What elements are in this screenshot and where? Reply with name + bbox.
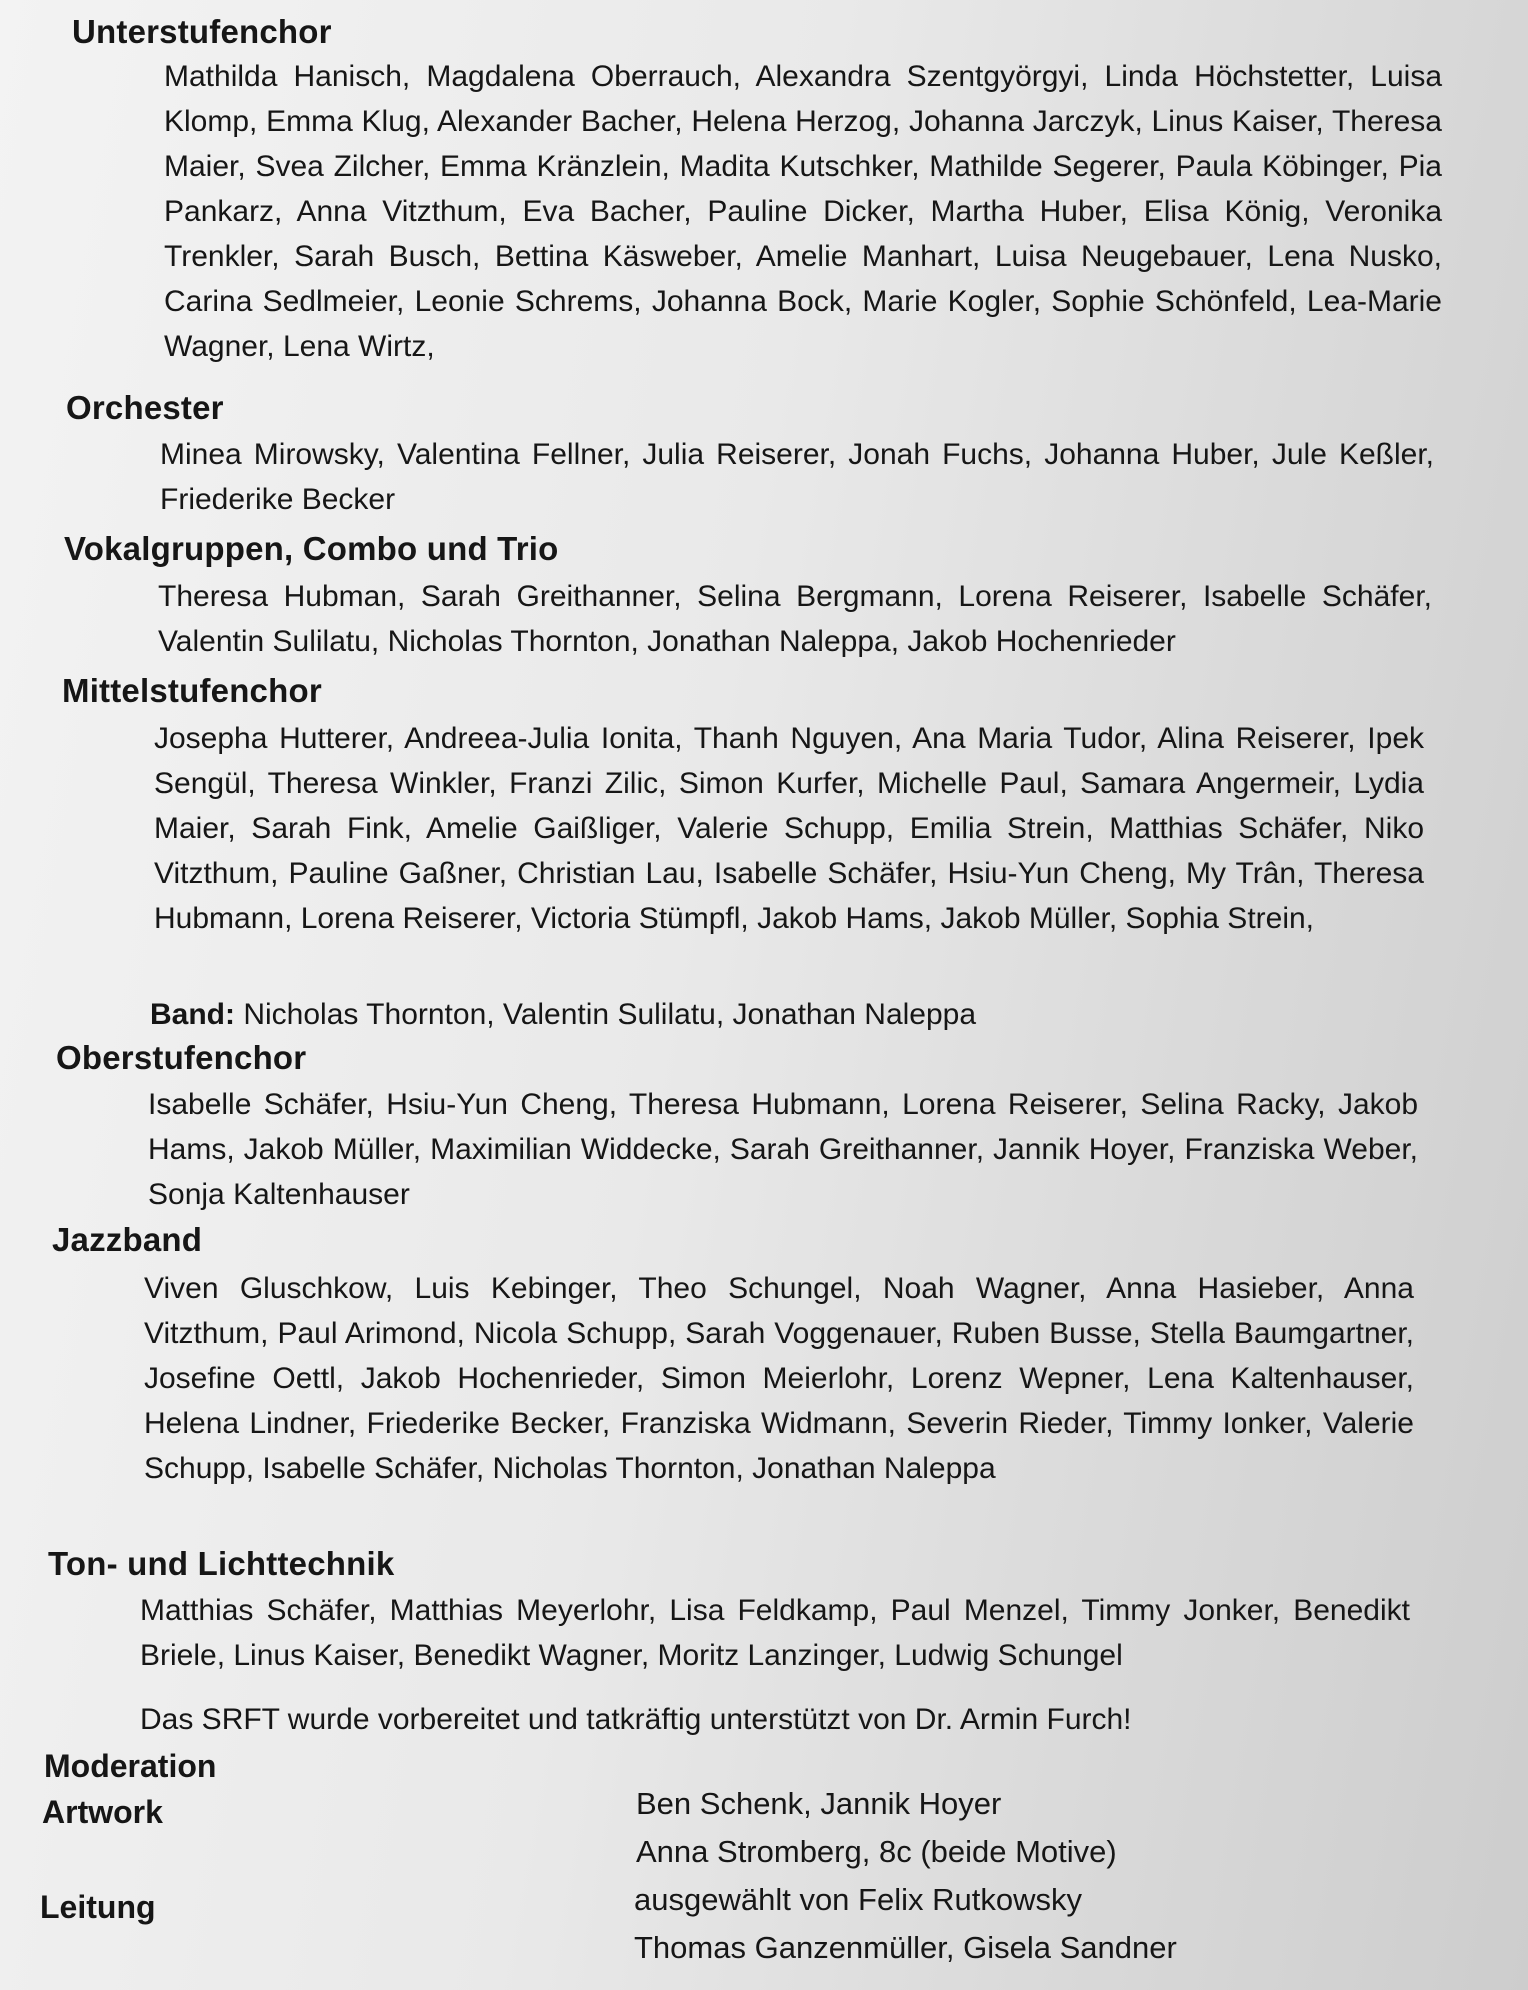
- section-names-jazzband: Viven Gluschkow, Luis Kebinger, Theo Schungel, Noah Wagner, Anna Hasieber, Anna Vitzthum, Paul Arimond, Nicola Schupp, Sarah Voggenauer, Ruben Busse, Stella Baumgartner, Josefine Oettl, Jakob Hochenrieder, Simon Meierlohr, Lorenz Wepner, Lena Kaltenhauser, Helena Lindner, Friederike Becker, Franziska Widmann, Severin Rieder, Timmy Ionker, Valerie Schupp, Isabelle Schäfer, Nicholas Thornton, Jonathan Naleppa: [144, 1272, 1414, 1485]
- band-names: Nicholas Thornton, Valentin Sulilatu, Jonathan Naleppa: [243, 998, 977, 1031]
- section-names-vokalgruppen: Theresa Hubman, Sarah Greithanner, Selina Bergmann, Lorena Reiserer, Isabelle Schäfer, Valentin Sulilatu, Nicholas Thornton, Jonathan Naleppa, Jakob Hochenrieder: [158, 580, 1432, 658]
- credit-label-artwork: Artwork: [42, 1794, 163, 1830]
- band-label: Band:: [150, 998, 235, 1031]
- support-note: Das SRFT wurde vorbereitet und tatkräftig unterstützt von Dr. Armin Furch!: [140, 1703, 1132, 1736]
- section-heading-vokalgruppen: Vokalgruppen, Combo und Trio: [64, 530, 559, 567]
- credit-value-artwork-selection: ausgewählt von Felix Rutkowsky: [634, 1882, 1082, 1917]
- credit-label-leitung: Leitung: [40, 1889, 156, 1925]
- band-line: [150, 995, 976, 1035]
- section-names-oberstufenchor: Isabelle Schäfer, Hsiu-Yun Cheng, Theresa Hubmann, Lorena Reiserer, Selina Racky, Jakob Hams, Jakob Müller, Maximilian Widdecke, Sarah Greithanner, Jannik Hoyer, Franziska Weber, Sonja Kaltenhauser: [148, 1088, 1418, 1211]
- section-names-ton-und-lichttechnik: Matthias Schäfer, Matthias Meyerlohr, Lisa Feldkamp, Paul Menzel, Timmy Jonker, Benedikt Briele, Linus Kaiser, Benedikt Wagner, Moritz Lanzinger, Ludwig Schungel: [140, 1594, 1410, 1672]
- section-heading-jazzband: Jazzband: [52, 1221, 203, 1258]
- section-heading-unterstufenchor: Unterstufenchor: [72, 13, 332, 50]
- credit-label-moderation: Moderation: [44, 1748, 217, 1784]
- section-heading-mittelstufenchor: Mittelstufenchor: [62, 672, 322, 709]
- section-names-orchester: Minea Mirowsky, Valentina Fellner, Julia Reiserer, Jonah Fuchs, Johanna Huber, Jule Keßler, Friederike Becker: [160, 438, 1434, 516]
- section-names-mittelstufenchor: Josepha Hutterer, Andreea-Julia Ionita, Thanh Nguyen, Ana Maria Tudor, Alina Reiserer, Ipek Sengül, Theresa Winkler, Franzi Zilic, Simon Kurfer, Michelle Paul, Samara Angermeir, Lydia Maier, Sarah Fink, Amelie Gaißliger, Valerie Schupp, Emilia Strein, Matthias Schäfer, Niko Vitzthum, Pauline Gaßner, Christian Lau, Isabelle Schäfer, Hsiu-Yun Cheng, My Trân, Theresa Hubmann, Lorena Reiserer, Victoria Stümpfl, Jakob Hams, Jakob Müller, Sophia Strein,: [154, 722, 1424, 935]
- section-heading-oberstufenchor: Oberstufenchor: [56, 1039, 307, 1076]
- credit-value-leitung: Thomas Ganzenmüller, Gisela Sandner: [634, 1930, 1177, 1965]
- credit-value-moderation: Ben Schenk, Jannik Hoyer: [636, 1786, 1002, 1821]
- section-heading-orchester: Orchester: [66, 389, 224, 426]
- credit-value-artwork: Anna Stromberg, 8c (beide Motive): [636, 1834, 1117, 1869]
- section-heading-ton-und-lichttechnik: Ton- und Lichttechnik: [48, 1545, 395, 1582]
- section-names-unterstufenchor: Mathilda Hanisch, Magdalena Oberrauch, Alexandra Szentgyörgyi, Linda Höchstetter, Luisa Klomp, Emma Klug, Alexander Bacher, Helena Herzog, Johanna Jarczyk, Linus Kaiser, Theresa Maier, Svea Zilcher, Emma Kränzlein, Madita Kutschker, Mathilde Segerer, Paula Köbinger, Pia Pankarz, Anna Vitzthum, Eva Bacher, Pauline Dicker, Martha Huber, Elisa König, Veronika Trenkler, Sarah Busch, Bettina Käsweber, Amelie Manhart, Luisa Neugebauer, Lena Nusko, Carina Sedlmeier, Leonie Schrems, Johanna Bock, Marie Kogler, Sophie Schönfeld, Lea-Marie Wagner, Lena Wirtz,: [164, 60, 1442, 363]
